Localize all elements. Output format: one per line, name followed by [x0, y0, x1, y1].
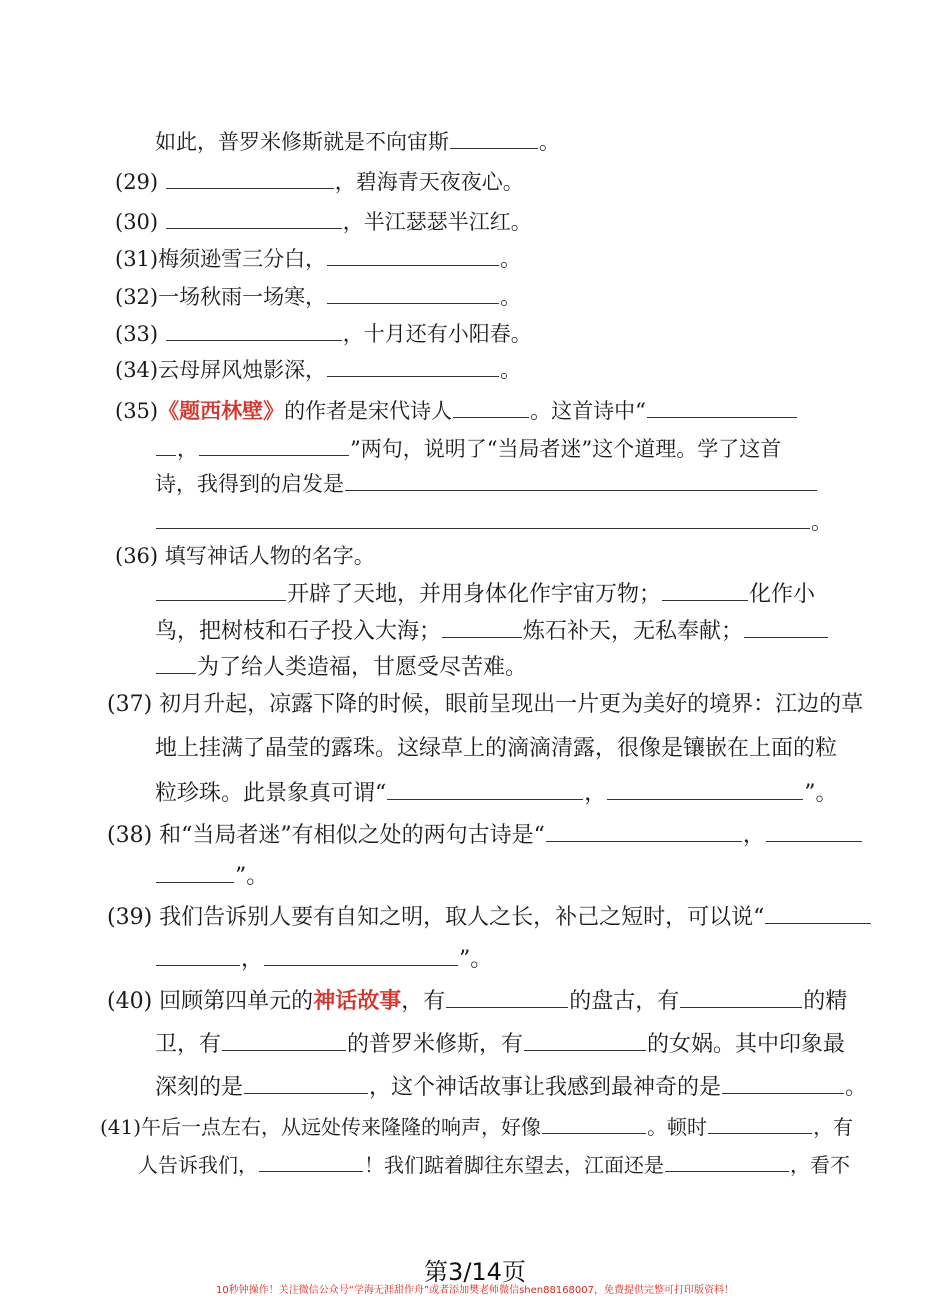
q35-blank-line2[interactable] [199, 435, 349, 456]
q37-line2 [155, 736, 837, 762]
q35-text-d: ”两句，说明了“当局者迷”这个道理。学了这首 [350, 437, 782, 461]
q40-line1 [107, 987, 847, 1015]
q36-l2-b: 炼石补天，无私奉献； [523, 619, 744, 644]
q35-line4 [155, 508, 832, 535]
q41-blank-4[interactable] [665, 1151, 789, 1172]
q32-blank[interactable] [327, 283, 499, 304]
q37-l1: 初月升起，凉露下降的时候，眼前呈现出一片更为美好的境界：江边的草 [159, 692, 864, 717]
q36-title: 填写神话人物的名字。 [164, 544, 375, 568]
q37-l2: 地上挂满了晶莹的露珠。这绿草上的滴滴清露，很像是镶嵌在上面的粒 [155, 736, 838, 761]
q28-line [155, 128, 560, 155]
q41-line1 [100, 1113, 853, 1140]
q38-line1 [107, 821, 863, 849]
q37-blank-2[interactable] [607, 779, 803, 800]
footer-note: 10秒钟操作！关注微信公众号“学海无涯甜作舟”或者添加樊老师微信shen88168007，免费提供完整可打印版资料！ [215, 1285, 735, 1296]
q36-number: (36) [115, 544, 159, 568]
q29-line [115, 168, 524, 195]
q30-text: ，半江瑟瑟半江红。 [342, 210, 532, 234]
q36-blank-prometheus-cont[interactable] [156, 653, 196, 674]
q40-l1-a: 回顾第四单元的 [159, 989, 314, 1014]
q38-l2-a: ”。 [235, 864, 269, 889]
q37-l3-c: ”。 [804, 781, 838, 806]
q40-line3 [155, 1073, 867, 1101]
q39-number: (39) [107, 905, 153, 930]
page-number: 第3/14页 [424, 1258, 526, 1286]
q40-number: (40) [107, 989, 153, 1014]
q40-l2-a: 卫，有 [155, 1032, 222, 1057]
q35-text-f: 。 [811, 510, 832, 534]
q31-line [115, 245, 521, 272]
q39-l1-a: 我们告诉别人要有自知之明，取人之长，补己之短时，可以说“ [159, 905, 765, 930]
q31-number: (31) [115, 247, 159, 271]
q35-line2 [155, 435, 781, 462]
q35-blank-line1[interactable] [647, 397, 797, 418]
q38-l1-b: ， [742, 823, 765, 848]
q41-l1-c: ，有 [813, 1115, 854, 1139]
q36-l2-a: 鸟，把树枝和石子投入大海； [155, 619, 442, 644]
q41-l2-c: ，看不 [790, 1153, 850, 1177]
q41-l2-b: ！我们踮着脚往东望去，江面还是 [364, 1153, 664, 1177]
q34-number: (34) [115, 358, 159, 382]
q41-l1-a: 午后一点左右，从远处传来隆隆的响声，好像 [141, 1115, 542, 1139]
q41-blank-1[interactable] [542, 1113, 646, 1134]
q36-l1-b: 化作小 [749, 582, 816, 607]
q40-blank-amazing[interactable] [722, 1073, 844, 1094]
q40-l2-c: 的女娲。其中印象最 [647, 1032, 846, 1057]
q36-blank-jingwei[interactable] [662, 580, 748, 601]
q32-end: 。 [500, 285, 522, 309]
q35-number: (35) [115, 399, 159, 423]
q35-blank-inspiration[interactable] [345, 470, 817, 491]
q36-line1 [155, 580, 815, 608]
q32-line [115, 283, 521, 310]
q31-text: 梅须逊雪三分白， [158, 247, 327, 271]
q40-l3-c: 。 [845, 1075, 868, 1100]
q37-number: (37) [107, 692, 153, 717]
q38-blank-1[interactable] [546, 821, 742, 842]
q30-line [115, 208, 532, 235]
q36-line0 [115, 543, 375, 569]
q40-blank-pangu[interactable] [446, 987, 568, 1008]
q38-l1-a: 和“当局者迷”有相似之处的两句古诗是“ [159, 823, 545, 848]
q32-number: (32) [115, 285, 159, 309]
q35-blank-poet[interactable] [453, 397, 529, 418]
q40-l1-d: 的精 [803, 989, 848, 1014]
q35-text-a: 的作者是宋代诗人 [284, 399, 453, 423]
q40-blank-nuwa[interactable] [524, 1030, 646, 1051]
q31-blank[interactable] [327, 245, 499, 266]
q37-l3-a: 粒珍珠。此景象真可谓“ [155, 781, 387, 806]
q35-line1 [115, 397, 798, 424]
q40-line2 [155, 1030, 845, 1058]
q41-l2-a: 人告诉我们， [138, 1153, 258, 1177]
q38-blank-2[interactable] [766, 821, 862, 842]
q40-blank-favorite[interactable] [244, 1073, 368, 1094]
q35-blank-inspiration-cont[interactable] [156, 508, 810, 529]
q36-l1-a: 开辟了天地，并用身体化作宇宙万物； [287, 582, 662, 607]
q36-blank-prometheus[interactable] [744, 617, 828, 638]
q40-l3-a: 深刻的是 [155, 1075, 244, 1100]
q29-text: ，碧海青天夜夜心。 [334, 170, 524, 194]
q38-blank-2-cont[interactable] [156, 862, 234, 883]
q39-blank-1-cont[interactable] [156, 945, 240, 966]
q33-blank[interactable] [166, 320, 342, 341]
q40-l2-b: 的普罗米修斯，有 [347, 1032, 524, 1057]
q33-line [115, 320, 532, 347]
q34-text: 云母屏风烛影深， [158, 358, 327, 382]
q37-l3-b: ， [584, 781, 607, 806]
q37-blank-1[interactable] [387, 779, 583, 800]
q39-blank-2[interactable] [264, 945, 458, 966]
q40-l3-b: ，这个神话故事让我感到最神奇的是 [369, 1075, 722, 1100]
q34-line [115, 356, 521, 383]
q38-line2 [155, 862, 268, 890]
q40-myth-highlight: 神话故事 [313, 988, 402, 1014]
q36-l3-a: 为了给人类造福，甘愿受尽苦难。 [197, 655, 528, 680]
q35-line3 [155, 470, 818, 497]
q41-l1-b: 。顿时 [647, 1115, 708, 1139]
q40-l1-c: 的盘古，有 [569, 989, 680, 1014]
q40-blank-prometheus[interactable] [222, 1030, 346, 1051]
q33-number: (33) [115, 322, 159, 346]
q40-blank-jingwei[interactable] [680, 987, 802, 1008]
q41-blank-2[interactable] [708, 1113, 812, 1134]
q33-text: ，十月还有小阳春。 [342, 322, 532, 346]
q34-end: 。 [500, 358, 522, 382]
q38-number: (38) [107, 823, 153, 848]
q29-blank[interactable] [166, 168, 334, 189]
q30-blank[interactable] [166, 208, 342, 229]
q39-l2-a: ， [241, 947, 264, 972]
q30-number: (30) [115, 210, 159, 234]
q29-number: (29) [115, 170, 159, 194]
q41-blank-3[interactable] [259, 1151, 363, 1172]
q35-blank-line1-cont[interactable] [156, 435, 176, 456]
q35-text-e: 诗，我得到的启发是 [155, 472, 344, 496]
q37-line1 [107, 692, 863, 718]
q35-text-b: 。这首诗中“ [530, 399, 646, 423]
q41-number: (41) [100, 1115, 142, 1139]
q37-line3 [155, 779, 838, 807]
q39-line2 [155, 945, 492, 973]
q39-blank-1[interactable] [765, 903, 871, 924]
q41-line2 [138, 1151, 850, 1178]
q28-text: 如此，普罗米修斯就是不向宙斯 [155, 130, 449, 154]
q35-poem-title: 《题西林壁》 [158, 398, 285, 423]
q39-line1 [107, 903, 872, 931]
q39-l2-b: ”。 [459, 947, 493, 972]
q36-line2 [155, 617, 829, 645]
q36-blank-pangu[interactable] [156, 580, 286, 601]
q28-end: 。 [539, 130, 560, 154]
q36-line3 [155, 653, 527, 681]
q36-blank-nuwa[interactable] [442, 617, 522, 638]
q35-text-c: ， [177, 437, 198, 461]
q40-l1-b: ，有 [401, 989, 446, 1014]
q34-blank[interactable] [327, 356, 499, 377]
q32-text: 一场秋雨一场寒， [158, 285, 327, 309]
q28-blank[interactable] [450, 128, 538, 149]
q31-end: 。 [500, 247, 522, 271]
